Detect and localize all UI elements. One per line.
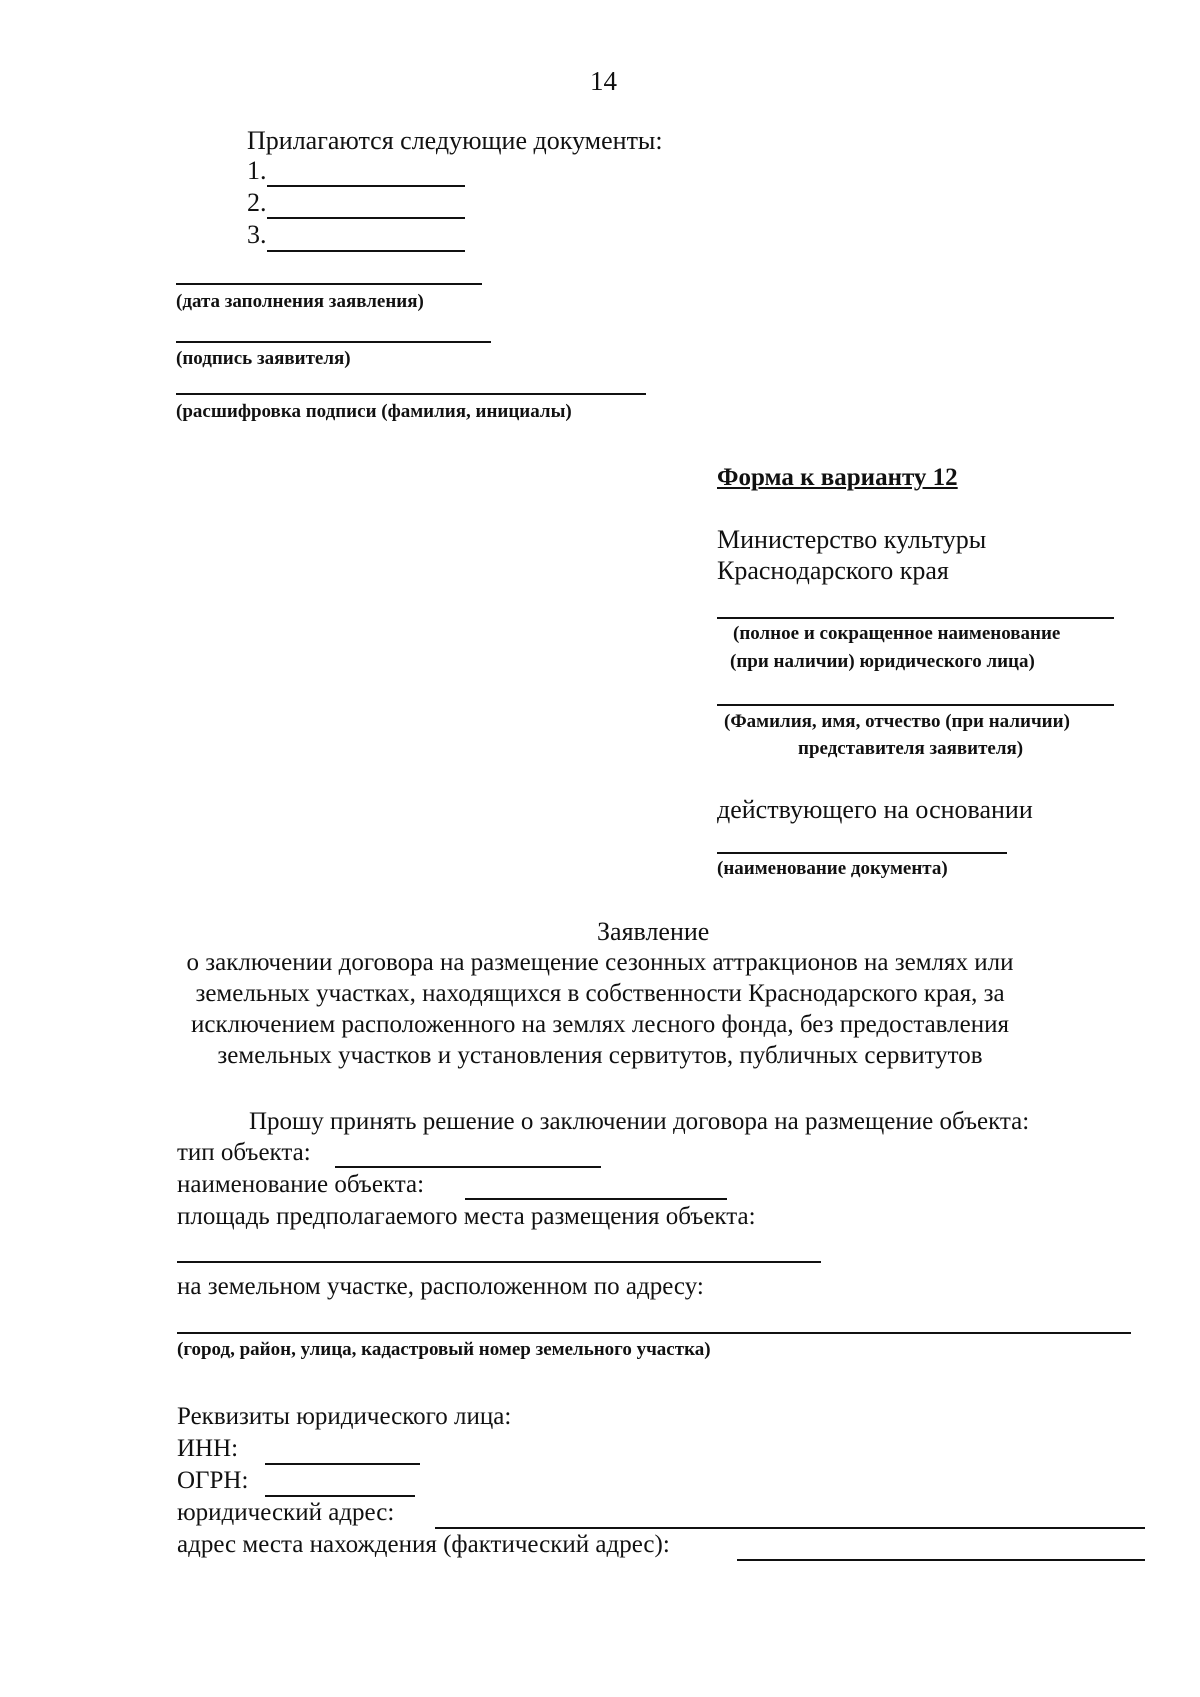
statement-title: Заявление <box>597 917 710 946</box>
signature-decode-line[interactable] <box>176 393 646 395</box>
legal-address-field[interactable] <box>435 1527 1145 1529</box>
object-name-label: наименование объекта: <box>177 1171 425 1198</box>
statement-subject-line-1: о заключении договора на размещение сезонных аттракционов на землях или <box>186 949 1014 976</box>
actual-address-label: адрес места нахождения (фактический адрес): <box>177 1531 670 1558</box>
requisites-heading: Реквизиты юридического лица: <box>177 1403 512 1430</box>
basis-document-caption: (наименование документа) <box>717 858 948 879</box>
representative-line[interactable] <box>717 704 1114 706</box>
attachment-item-2-line[interactable] <box>267 217 465 219</box>
address-field[interactable] <box>177 1332 1131 1334</box>
address-caption: (город, район, улица, кадастровый номер земельного участка) <box>177 1339 711 1360</box>
entity-caption-line-2: (при наличии) юридического лица) <box>730 651 1035 672</box>
attachment-item-1-number: 1. <box>247 156 267 185</box>
ministry-line-2: Краснодарского края <box>717 556 949 585</box>
statement-subject-line-2: земельных участках, находящихся в собственности Краснодарского края, за <box>195 980 1005 1007</box>
request-text: Прошу принять решение о заключении договора на размещение объекта: <box>249 1108 1030 1135</box>
attachment-item-3-number: 3. <box>247 220 267 249</box>
entity-caption-line-1: (полное и сокращенное наименование <box>733 623 1061 644</box>
area-label: площадь предполагаемого места размещения объекта: <box>177 1203 756 1230</box>
object-type-field[interactable] <box>335 1166 601 1168</box>
signature-line[interactable] <box>176 341 491 343</box>
statement-subject-line-3: исключением расположенного на землях лесного фонда, без предоставления <box>190 1011 1009 1038</box>
area-field[interactable] <box>177 1261 821 1263</box>
signature-caption: (подпись заявителя) <box>176 348 351 369</box>
basis-document-line[interactable] <box>717 852 1007 854</box>
statement-subject-line-4: земельных участков и установления сервитутов, публичных сервитутов <box>217 1042 983 1069</box>
form-title: Форма к варианту 12 <box>717 464 958 491</box>
legal-address-label: юридический адрес: <box>177 1499 395 1526</box>
object-name-field[interactable] <box>465 1198 727 1200</box>
signature-decode-caption: (расшифровка подписи (фамилия, инициалы) <box>176 401 572 422</box>
attachment-item-2-number: 2. <box>247 188 267 217</box>
page-number: 14 <box>590 66 617 96</box>
address-label: на земельном участке, расположенном по адресу: <box>177 1273 704 1300</box>
basis-label: действующего на основании <box>717 795 1033 824</box>
ogrn-field[interactable] <box>265 1495 415 1497</box>
object-type-label: тип объекта: <box>177 1139 311 1166</box>
representative-caption-line-2: представителя заявителя) <box>798 738 1024 759</box>
entity-name-line[interactable] <box>717 617 1114 619</box>
inn-field[interactable] <box>265 1463 420 1465</box>
inn-label: ИНН: <box>177 1435 239 1462</box>
date-line[interactable] <box>176 283 482 285</box>
ogrn-label: ОГРН: <box>177 1467 249 1494</box>
ministry-line-1: Министерство культуры <box>717 525 987 554</box>
attachment-item-3-line[interactable] <box>267 250 465 252</box>
attachment-item-1-line[interactable] <box>267 185 465 187</box>
date-caption: (дата заполнения заявления) <box>176 291 424 312</box>
actual-address-field[interactable] <box>737 1559 1145 1561</box>
attachments-heading: Прилагаются следующие документы: <box>247 126 663 155</box>
representative-caption-line-1: (Фамилия, имя, отчество (при наличии) <box>724 711 1070 732</box>
